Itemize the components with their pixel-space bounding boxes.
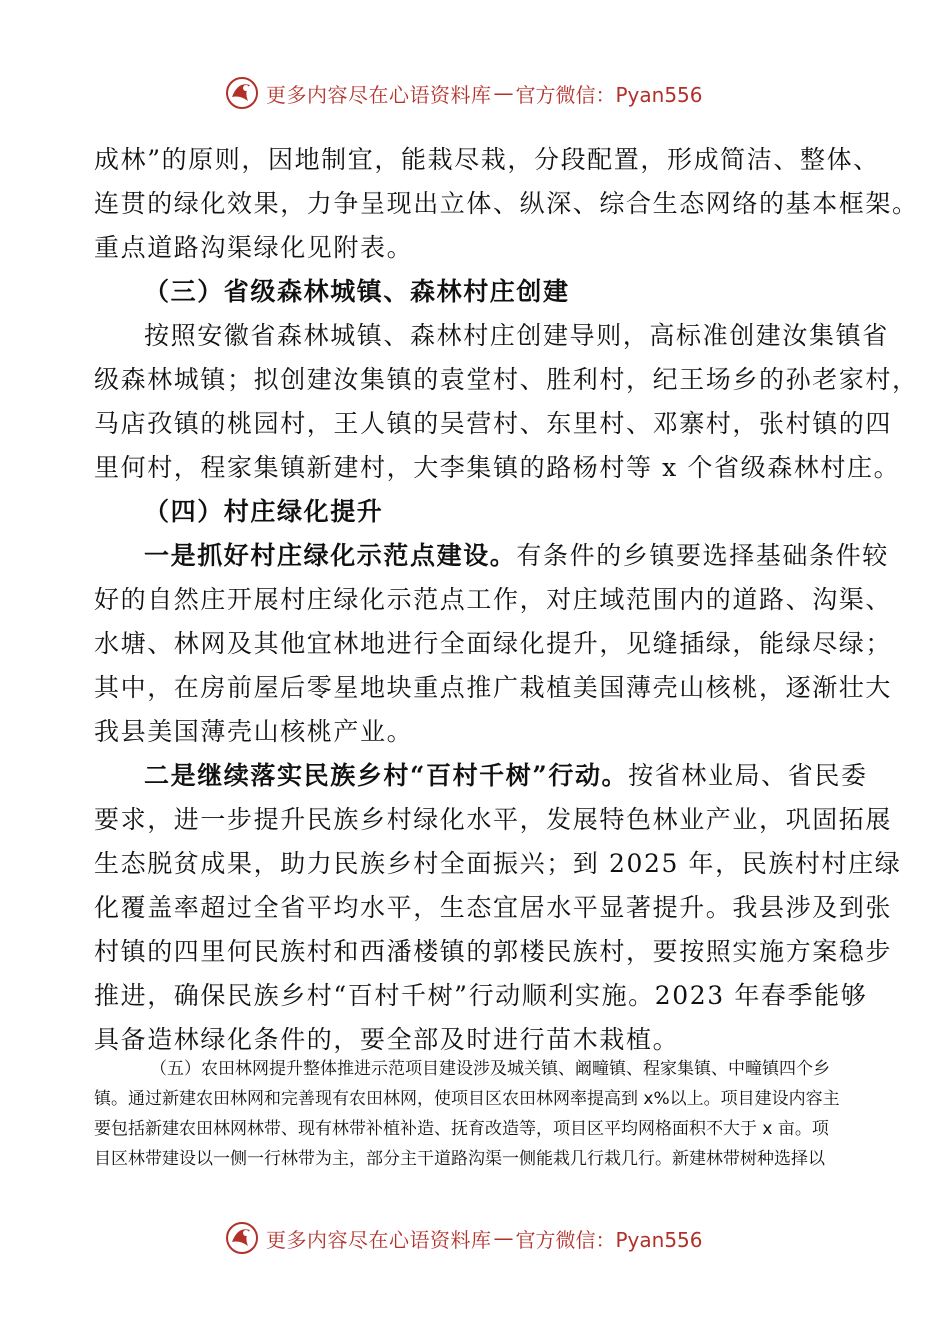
paragraph-line: 其中，在房前屋后零星地块重点推广栽植美国薄壳山核桃，逐渐壮大	[94, 673, 893, 702]
paragraph-line: 生态脱贫成果，助力民族乡村全面振兴；到 2025 年，民族村村庄绿	[94, 849, 902, 878]
bold-lead: 一是抓好村庄绿化示范点建设。	[144, 541, 517, 570]
paragraph-text: 按省林业局、省民委	[628, 761, 868, 790]
paragraph-line: 要求，进一步提升民族乡村绿化水平，发展特色林业产业，巩固拓展	[94, 805, 893, 834]
watermark-text: 更多内容尽在心语资料库	[266, 82, 492, 107]
watermark-contact: 官方微信：Pyan556	[515, 1227, 703, 1252]
logo-icon	[224, 75, 260, 111]
paragraph-line: 级森林城镇；拟创建汝集镇的袁堂村、胜利村，纪王场乡的孙老家村，	[94, 365, 919, 394]
section-5-block	[94, 1054, 869, 1174]
paragraph-line: 化覆盖率超过全省平均水平，生态宜居水平显著提升。我县涉及到张	[94, 893, 893, 922]
logo-icon	[224, 1220, 260, 1256]
paragraph-line: 连贯的绿化效果，力争呈现出立体、纵深、综合生态网络的基本框架。	[94, 189, 919, 218]
paragraph-line: 里何村，程家集镇新建村，大李集镇的路杨村等 x 个省级森林村庄。	[94, 453, 901, 482]
small-paragraph-line: 目区林带建设以一侧一行林带为主，部分主干道路沟渠一侧能栽几行栽几行。新建林带树种选择以	[94, 1149, 825, 1169]
paragraph-line: 水塘、林网及其他宜林地进行全面绿化提升，见缝插绿，能绿尽绿；	[94, 629, 893, 658]
watermark-dash: —	[493, 81, 514, 105]
watermark-dash: —	[493, 1226, 514, 1250]
paragraph-line: 重点道路沟渠绿化见附表。	[94, 233, 414, 262]
paragraph-line: 我县美国薄壳山核桃产业。	[94, 717, 414, 746]
paragraph-line	[94, 754, 869, 798]
section-heading-4: （四）村庄绿化提升	[144, 497, 384, 526]
bold-lead: 二是继续落实民族乡村“百村千树”行动。	[144, 761, 629, 790]
paragraph-line	[94, 534, 889, 578]
watermark-contact: 官方微信：Pyan556	[515, 82, 703, 107]
small-paragraph-line: 镇。通过新建农田林网和完善现有农田林网，使项目区农田林网率提高到 x%以上。项目建设内容主	[94, 1089, 840, 1109]
document-body	[94, 138, 919, 1062]
header-watermark	[0, 73, 950, 113]
paragraph-line: 好的自然庄开展村庄绿化示范点工作，对庄域范围内的道路、沟渠、	[94, 585, 893, 614]
small-paragraph-line: （五）农田林网提升整体推进示范项目建设涉及城关镇、阚疃镇、程家集镇、中疃镇四个乡	[150, 1059, 830, 1079]
watermark-text: 更多内容尽在心语资料库	[266, 1227, 492, 1252]
small-paragraph-line: 要包括新建农田林网林带、现有林带补植补造、抚育改造等，项目区平均网格面积不大于 x 亩。项	[94, 1119, 829, 1139]
footer-watermark	[0, 1218, 950, 1258]
paragraph-line: 成林”的原则，因地制宜，能栽尽栽，分段配置，形成简洁、整体、	[94, 145, 880, 174]
paragraph-line: 马店孜镇的桃园村，王人镇的吴营村、东里村、邓寨村，张村镇的四	[94, 409, 893, 438]
paragraph-line: 按照安徽省森林城镇、森林村庄创建导则，高标准创建汝集镇省	[144, 321, 889, 350]
paragraph-text: 有条件的乡镇要选择基础条件较	[516, 541, 889, 570]
paragraph-line: 村镇的四里何民族村和西潘楼镇的郭楼民族村，要按照实施方案稳步	[94, 937, 893, 966]
paragraph-line: 具备造林绿化条件的，要全部及时进行苗木栽植。	[94, 1025, 680, 1054]
paragraph-line: 推进，确保民族乡村“百村千树”行动顺利实施。2023 年春季能够	[94, 981, 868, 1010]
section-heading-3: （三）省级森林城镇、森林村庄创建	[144, 277, 570, 306]
